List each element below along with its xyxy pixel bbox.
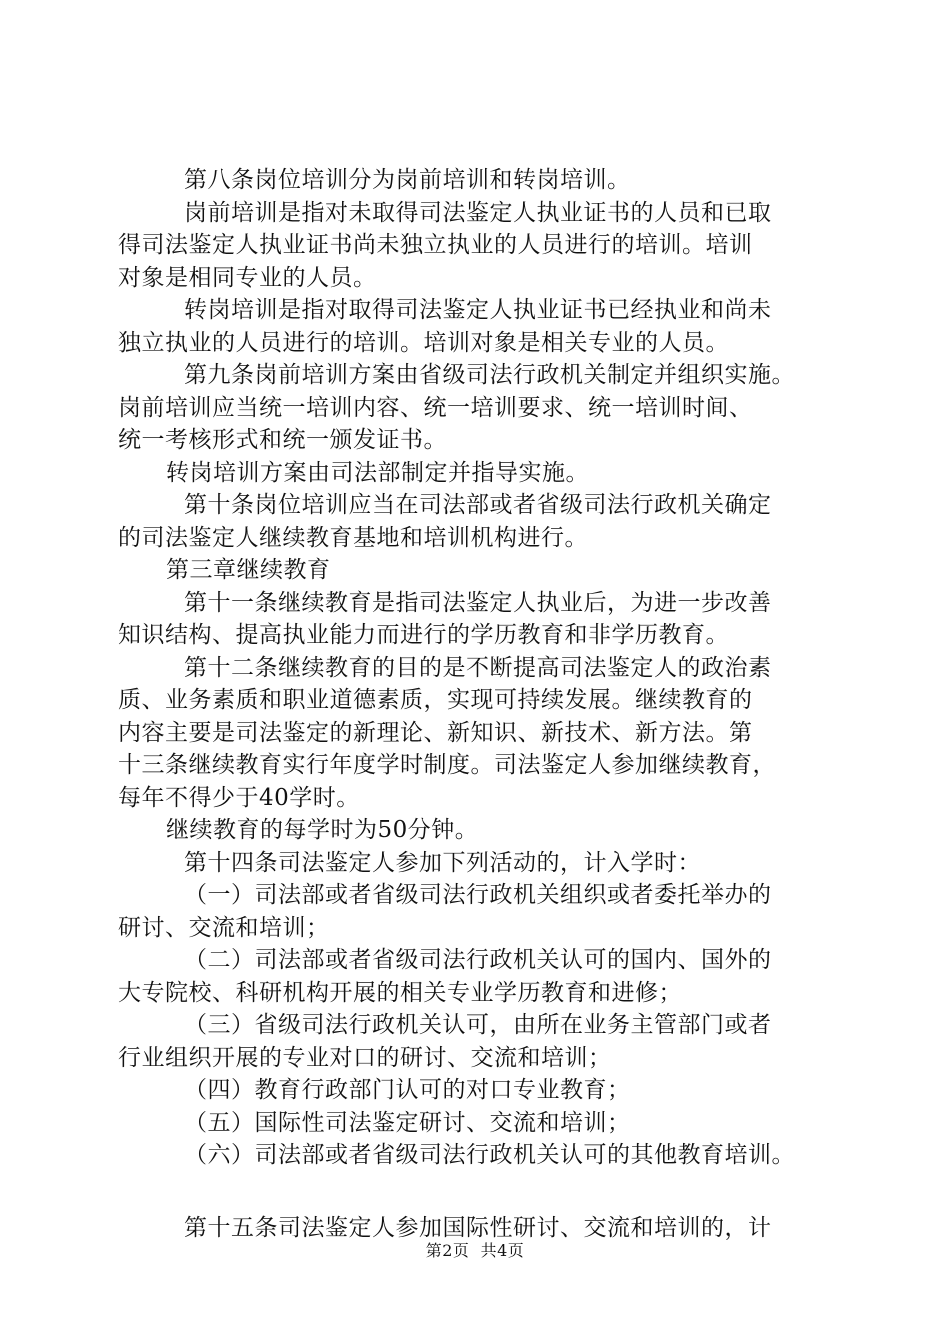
paragraph-line: 对象是相同专业的人员。: [118, 264, 377, 291]
paragraph-line: 第八条岗位培训分为岗前培训和转岗培训。: [184, 167, 631, 193]
paragraph-line: 第十四条司法鉴定人参加下列活动的，计入学时：: [184, 849, 701, 876]
blank-line: [118, 1172, 833, 1212]
paragraph-line: （四）教育行政部门认可的对口专业教育；: [184, 1077, 631, 1103]
paragraph-line: （一）司法部或者省级司法行政机关组织或者委托举办的: [184, 882, 772, 908]
paragraph-line: 继续教育的每学时为50分钟。: [166, 817, 479, 843]
page-number: 第2页 共4页: [425, 1241, 525, 1260]
paragraph-line: 研讨、交流和培训；: [118, 914, 330, 941]
paragraph-line: 统一考核形式和统一颁发证书。: [118, 427, 447, 453]
paragraph-line: （二）司法部或者省级司法行政机关认可的国内、国外的: [184, 947, 772, 973]
paragraph-line: 转岗培训方案由司法部制定并指导实施。: [166, 459, 589, 486]
document-body: [118, 164, 833, 1244]
paragraph-line: 转岗培训是指对取得司法鉴定人执业证书已经执业和尚未: [184, 297, 772, 323]
paragraph-line: 独立执业的人员进行的培训。培训对象是相关专业的人员。: [118, 329, 729, 356]
paragraph-line: 第十一条继续教育是指司法鉴定人执业后，为进一步改善: [184, 589, 772, 616]
paragraph-line: （三）省级司法行政机关认可，由所在业务主管部门或者: [184, 1012, 772, 1038]
paragraph-line: 质、业务素质和职业道德素质，实现可持续发展。继续教育的: [118, 687, 753, 713]
paragraph-line: 的司法鉴定人继续教育基地和培训机构进行。: [118, 524, 588, 551]
paragraph-line: 知识结构、提高执业能力而进行的学历教育和非学历教育。: [118, 622, 729, 648]
chapter-heading: 第三章继续教育: [166, 557, 331, 583]
paragraph-line: 第十二条继续教育的目的是不断提高司法鉴定人的政治素: [184, 654, 772, 681]
paragraph-line: 第九条岗前培训方案由省级司法行政机关制定并组织实施。: [184, 362, 795, 388]
paragraph-line: 第十五条司法鉴定人参加国际性研讨、交流和培训的，计: [184, 1214, 772, 1241]
paragraph-line: 得司法鉴定人执业证书尚未独立执业的人员进行的培训。培训: [118, 232, 753, 258]
paragraph-line: 内容主要是司法鉴定的新理论、新知识、新技术、新方法。第: [118, 719, 753, 746]
paragraph-line: 岗前培训是指对未取得司法鉴定人执业证书的人员和已取: [184, 199, 772, 226]
paragraph-line: 每年不得少于40学时。: [118, 784, 360, 811]
paragraph-line: 十三条继续教育实行年度学时制度。司法鉴定人参加继续教育，: [118, 752, 776, 778]
paragraph-line: 第十条岗位培训应当在司法部或者省级司法行政机关确定: [184, 492, 772, 518]
paragraph-line: 岗前培训应当统一培训内容、统一培训要求、统一培训时间、: [118, 394, 753, 421]
paragraph-line: 行业组织开展的专业对口的研讨、交流和培训；: [118, 1044, 612, 1071]
paragraph-line: （五）国际性司法鉴定研讨、交流和培训；: [184, 1109, 631, 1136]
paragraph-line: （六）司法部或者省级司法行政机关认可的其他教育培训。: [184, 1142, 795, 1168]
paragraph-line: 大专院校、科研机构开展的相关专业学历教育和进修；: [118, 979, 682, 1006]
page-footer: [0, 1238, 950, 1261]
